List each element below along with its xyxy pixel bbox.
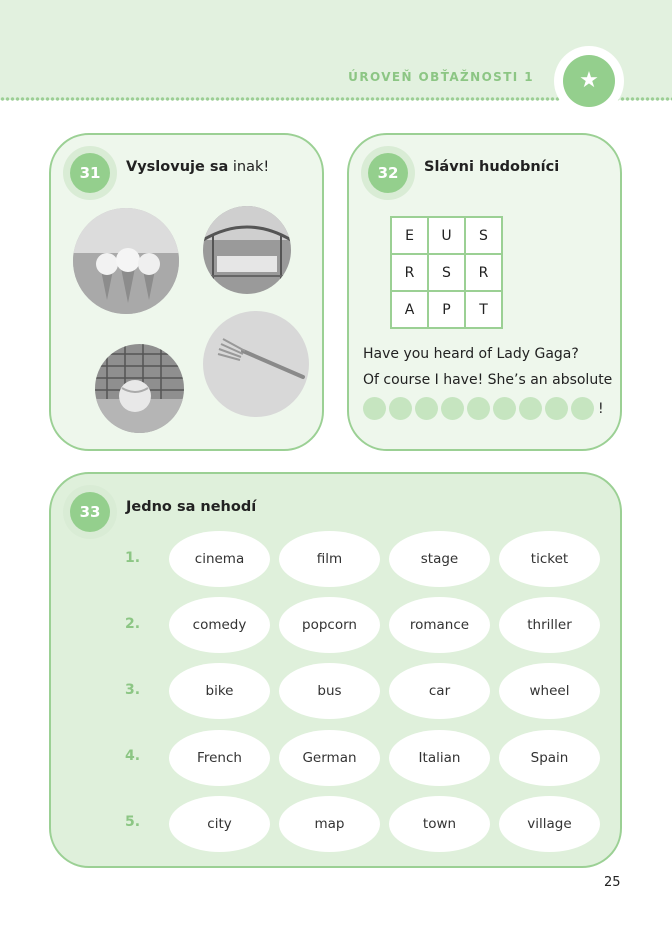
row-number: 3.	[125, 682, 141, 698]
star-icon: ★	[563, 55, 615, 107]
row-number: 1.	[125, 550, 141, 566]
grid-cell: E	[391, 217, 428, 254]
letter-blank[interactable]	[389, 397, 412, 420]
station-photo	[203, 206, 291, 294]
word-option[interactable]: French	[169, 730, 270, 786]
row-number: 5.	[125, 814, 141, 830]
word-option[interactable]: Italian	[389, 730, 490, 786]
grid-cell: R	[391, 254, 428, 291]
exclamation-mark: !	[598, 400, 604, 417]
word-option[interactable]: Spain	[499, 730, 600, 786]
task-31-title-bold: Vyslovuje sa	[126, 159, 229, 175]
letter-blank[interactable]	[545, 397, 568, 420]
grid-cell: P	[428, 291, 465, 328]
letter-blank[interactable]	[571, 397, 594, 420]
task-31-title	[126, 159, 269, 175]
word-option[interactable]: thriller	[499, 597, 600, 653]
row-number: 2.	[125, 616, 141, 632]
difficulty-level-label: ÚROVEŇ OBŤAŽNOSTI 1	[348, 70, 534, 84]
word-option[interactable]: German	[279, 730, 380, 786]
grid-cell: U	[428, 217, 465, 254]
task-33-number: 33	[70, 492, 110, 532]
row-number: 4.	[125, 748, 141, 764]
grid-cell: S	[428, 254, 465, 291]
letter-blank[interactable]	[441, 397, 464, 420]
ice-cream-photo	[73, 208, 179, 314]
word-option[interactable]: popcorn	[279, 597, 380, 653]
word-option[interactable]: bike	[169, 663, 270, 719]
letter-blank[interactable]	[467, 397, 490, 420]
page-number: 25	[604, 875, 621, 890]
word-option[interactable]: map	[279, 796, 380, 852]
grid-cell: T	[465, 291, 502, 328]
word-option[interactable]: town	[389, 796, 490, 852]
word-option[interactable]: city	[169, 796, 270, 852]
task-33-title: Jedno sa nehodí	[126, 499, 257, 515]
fork-photo	[203, 311, 309, 417]
letter-blank[interactable]	[493, 397, 516, 420]
word-option[interactable]: ticket	[499, 531, 600, 587]
word-option[interactable]: cinema	[169, 531, 270, 587]
word-option[interactable]: car	[389, 663, 490, 719]
task-31-title-rest: inak!	[228, 159, 270, 175]
letter-blank[interactable]	[415, 397, 438, 420]
grid-cell: S	[465, 217, 502, 254]
letter-blank[interactable]	[363, 397, 386, 420]
task-31-number: 31	[70, 153, 110, 193]
task-32-number: 32	[368, 153, 408, 193]
answer-blanks[interactable]	[363, 397, 604, 420]
word-option[interactable]: village	[499, 796, 600, 852]
word-option[interactable]: stage	[389, 531, 490, 587]
word-option[interactable]: bus	[279, 663, 380, 719]
task-32-title: Slávni hudobníci	[424, 159, 560, 175]
dialog-line-2: Of course I have! She’s an absolute	[363, 372, 613, 388]
word-option[interactable]: romance	[389, 597, 490, 653]
letter-grid	[390, 216, 503, 329]
word-option[interactable]: comedy	[169, 597, 270, 653]
grid-cell: A	[391, 291, 428, 328]
letter-blank[interactable]	[519, 397, 542, 420]
dialog-line-1: Have you heard of Lady Gaga?	[363, 346, 579, 362]
grid-cell: R	[465, 254, 502, 291]
word-option[interactable]: wheel	[499, 663, 600, 719]
tennis-ball-photo	[95, 344, 184, 433]
word-option[interactable]: film	[279, 531, 380, 587]
